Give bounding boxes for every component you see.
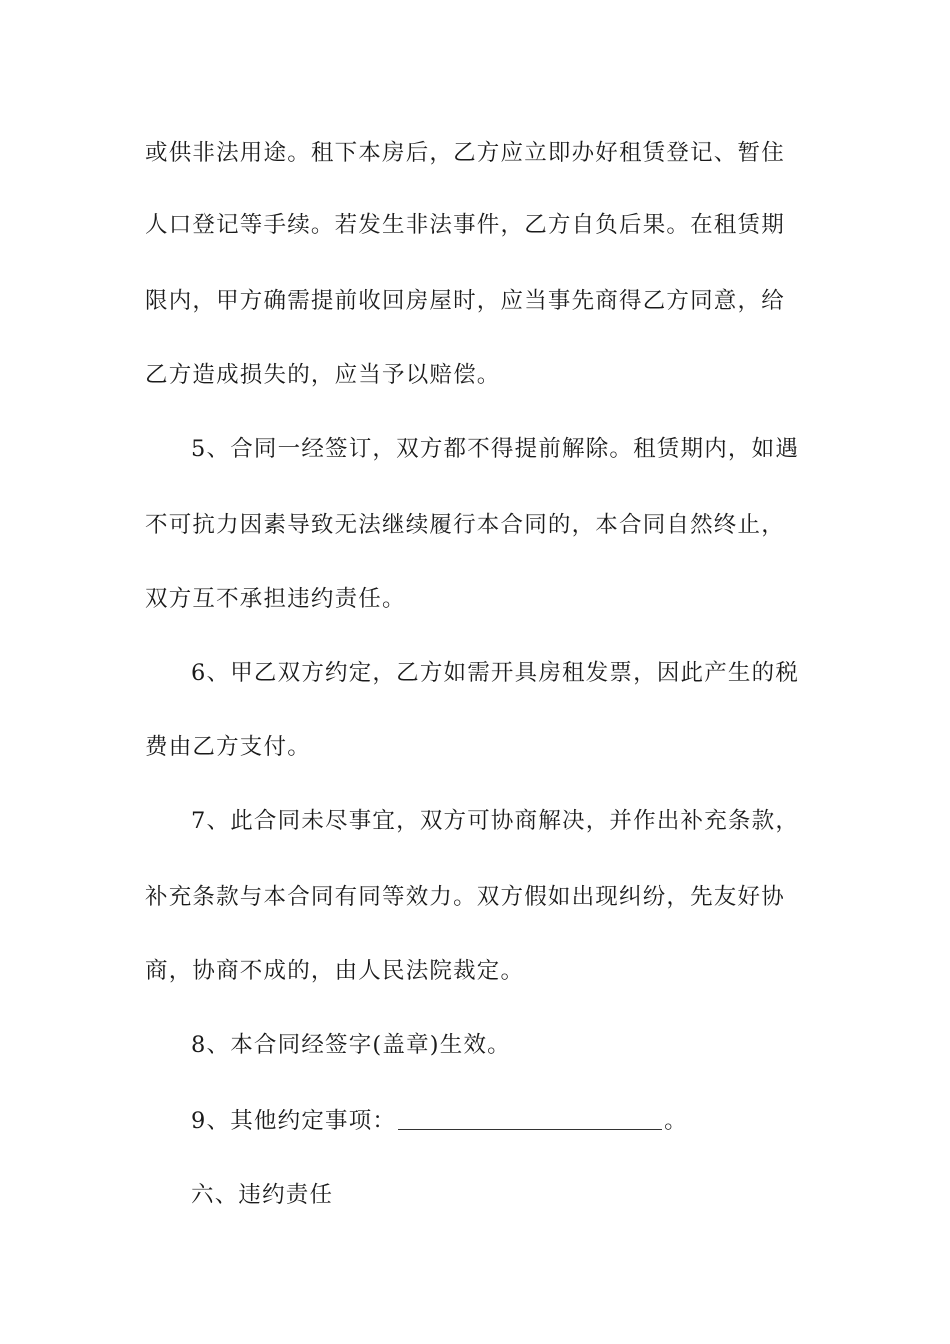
para5-line2: 不可抗力因素导致无法继续履行本合同的，本合同自然终止， [145, 512, 785, 538]
para5-line1: 5、合同一经签订，双方都不得提前解除。租赁期内，如遇 [191, 436, 800, 462]
para7-line1: 7、此合同未尽事宜，双方可协商解决，并作出补充条款， [191, 808, 800, 834]
section6-heading: 六、违约责任 [191, 1182, 334, 1208]
para8-line: 8、本合同经签字(盖章)生效。 [191, 1032, 511, 1058]
other-terms-blank [398, 1109, 662, 1130]
para7-line2: 补充条款与本合同有同等效力。双方假如出现纠纷，先友好协 [145, 884, 785, 910]
para4-line1: 或供非法用途。租下本房后，乙方应立即办好租赁登记、暂住 [145, 140, 785, 166]
para9-line [191, 1106, 688, 1136]
para6-line2: 费由乙方支付。 [145, 734, 311, 760]
para4-line3: 限内，甲方确需提前收回房屋时，应当事先商得乙方同意，给 [145, 288, 785, 314]
para4-line2: 人口登记等手续。若发生非法事件，乙方自负后果。在租赁期 [145, 212, 785, 238]
para6-line1: 6、甲乙双方约定，乙方如需开具房租发票，因此产生的税 [191, 660, 800, 686]
para4-line4: 乙方造成损失的，应当予以赔偿。 [145, 362, 501, 388]
para5-line3: 双方互不承担违约责任。 [145, 586, 406, 612]
para7-line3: 商，协商不成的，由人民法院裁定。 [145, 958, 525, 984]
para9-label: 9、其他约定事项： [191, 1108, 397, 1134]
para9-end: 。 [664, 1108, 688, 1134]
